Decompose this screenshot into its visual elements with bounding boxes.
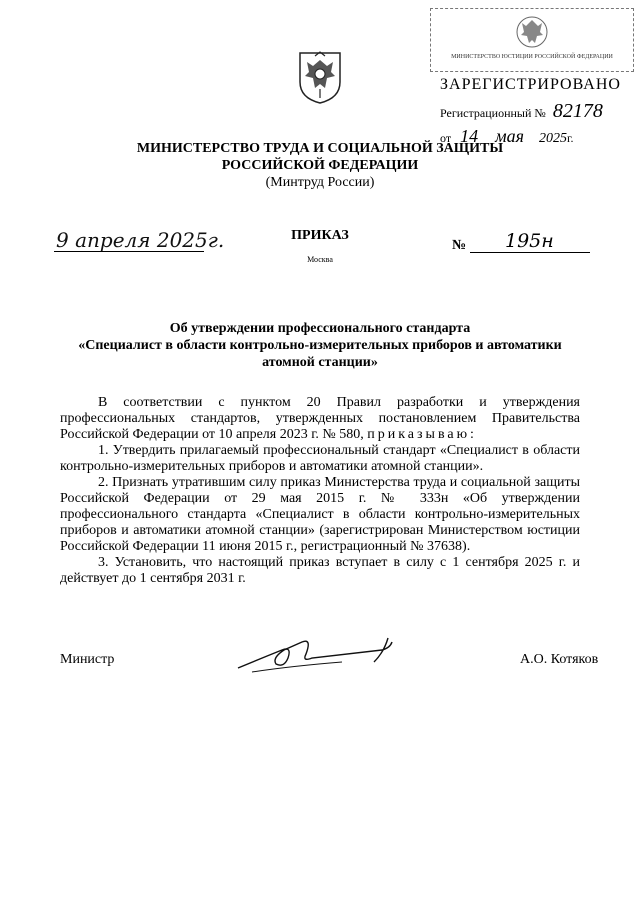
ministry-short-name: (Минтруд России)	[265, 175, 375, 190]
subject-line2: «Специалист в области контрольно-измерительных приборов и автоматики	[78, 338, 562, 353]
stamp-date-day: 14	[460, 126, 479, 146]
ministry-name-line1: МИНИСТЕРСТВО ТРУДА И СОЦИАЛЬНОЙ ЗАЩИТЫ	[136, 141, 504, 156]
order-body	[60, 395, 580, 587]
intro-order-word: приказываю:	[367, 427, 477, 442]
order-title: ПРИКАЗ	[291, 228, 349, 243]
order-subject	[0, 320, 640, 371]
order-date-handwritten: 9 апреля 2025г.	[56, 228, 225, 252]
stamp-date-year: 2025	[538, 131, 567, 146]
order-city: Москва	[307, 255, 333, 264]
date-underline	[54, 251, 204, 252]
coat-of-arms-emblem	[295, 48, 345, 104]
stamp-date-label: от	[440, 131, 452, 145]
intro-text: В соответствии с пунктом 20 Правил разработки и утверждения профессиональных стандартов, утвержденных постановлением Правительства Российской Федерации от 10 апреля 2023 г. № 580,	[60, 395, 580, 442]
order-number-label: №	[452, 238, 467, 253]
paragraph-1: 1. Утвердить прилагаемый профессиональный стандарт «Специалист в области контрольно-измерительных приборов и автоматики атомной станции».	[60, 443, 580, 474]
order-number-handwritten: 195н	[505, 230, 554, 252]
subject-line3: атомной станции»	[262, 355, 378, 370]
ministry-name-line2: РОССИЙСКОЙ ФЕДЕРАЦИИ	[221, 158, 419, 173]
stamp-date-month: мая	[495, 126, 524, 146]
paragraph-3: 3. Установить, что настоящий приказ вступает в силу с 1 сентября 2025 г. и действует до 1 сентября 2031 г.	[60, 555, 580, 586]
subject-line1: Об утверждении профессионального стандарта	[169, 321, 471, 336]
handwritten-signature	[232, 628, 402, 678]
paragraph-2: 2. Признать утратившим силу приказ Министерства труда и социальной защиты Российской Федерации от 29 мая 2015 г. № 333н «Об утверждении профессионального стандарта «Специалист в области контрольно-измерительных приборов и автоматики атомной станции» (зарегистрирован Министерством юстиции Российской Федерации 11 июня 2015 г., регистрационный № 37638).	[60, 475, 580, 554]
stamp-title: ЗАРЕГИСТРИРОВАНО	[440, 76, 621, 93]
stamp-top-line: МИНИСТЕРСТВО ЮСТИЦИИ РОССИЙСКОЙ ФЕДЕРАЦИИ	[451, 54, 613, 60]
stamp-reg-number: 82178	[552, 100, 603, 122]
ministry-header	[0, 140, 640, 191]
stamp-emblem-icon	[514, 14, 550, 50]
signatory-name: А.О. Котяков	[520, 652, 599, 667]
number-underline	[470, 252, 590, 253]
intro-paragraph	[60, 395, 580, 443]
stamp-reg-label: Регистрационный №	[440, 106, 546, 120]
stamp-year-suffix: г.	[566, 131, 574, 145]
signatory-position: Министр	[60, 652, 115, 667]
